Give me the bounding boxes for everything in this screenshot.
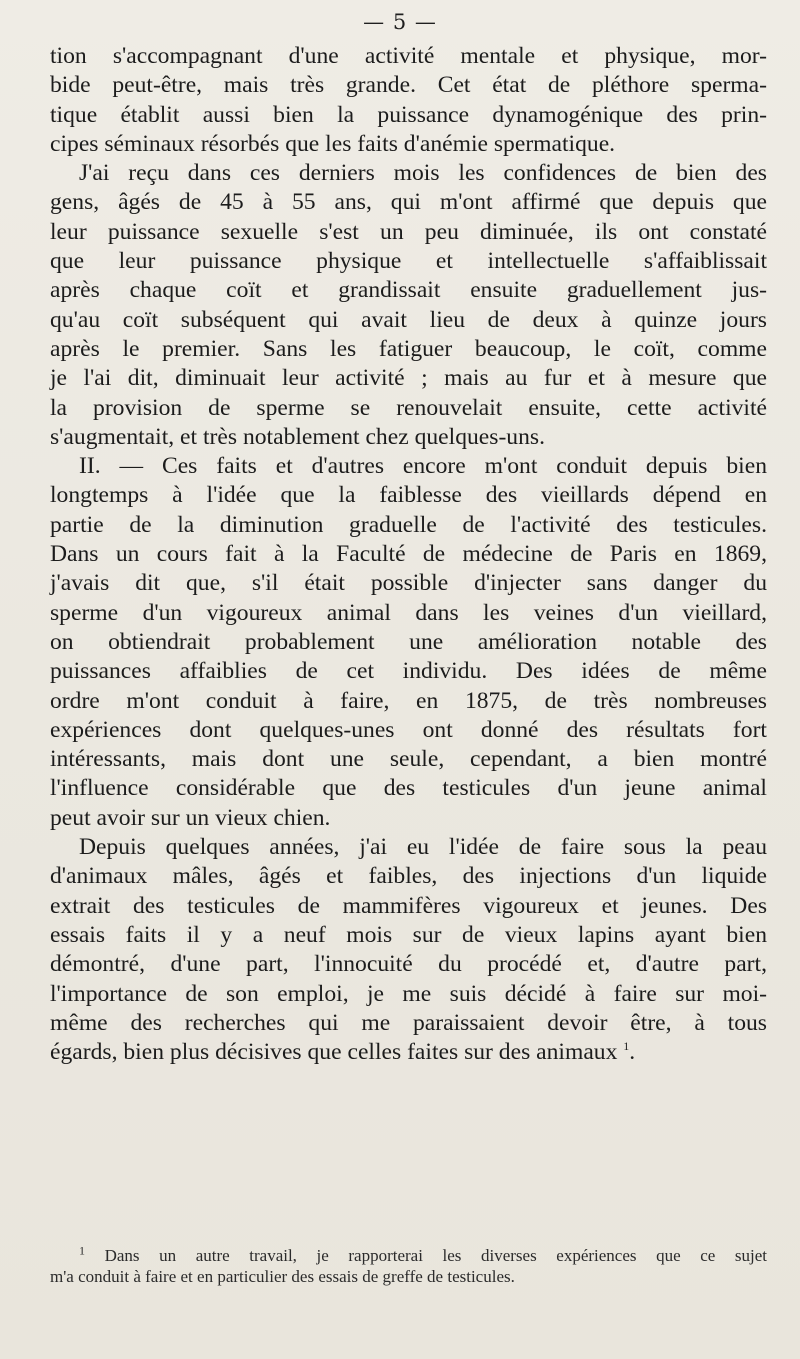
text-line: tion s'accompagnant d'une activité mentale et physique, mor- [50, 43, 767, 69]
body-text [50, 42, 767, 1067]
footnote-marker: 1 [79, 1243, 85, 1258]
text-line: s'augmentait, et très notablement chez quelques-uns. [50, 423, 545, 450]
text-line-content: égards, bien plus décisives que celles faites sur des animaux [50, 1039, 618, 1066]
footnote-text: Dans un autre travail, je rapporterai les diverses expériences que ce sujet [104, 1246, 768, 1265]
text-line [50, 1038, 767, 1067]
paragraph [50, 833, 767, 1067]
text-line: démontré, d'une part, l'innocuité du procédé et, d'autre part, [50, 951, 767, 978]
text-line: puissances affaiblies de cet individu. Des idées de même [50, 658, 767, 685]
text-line: sperme d'un vigoureux animal dans les veines d'un vieillard, [50, 599, 767, 626]
text-line: d'animaux mâles, âgés et faibles, des injections d'un liquide [50, 863, 767, 890]
text-line: intéressants, mais dont une seule, cependant, a bien montré [50, 746, 767, 773]
paragraph [50, 452, 767, 833]
text-line: après le premier. Sans les fatiguer beaucoup, le coït, comme [50, 335, 767, 362]
text-line: partie de la diminution graduelle de l'activité des testicules. [50, 511, 767, 538]
paragraph [50, 159, 767, 452]
text-line: l'importance de son emploi, je me suis décidé à faire sur moi- [50, 980, 767, 1007]
text-line: que leur puissance physique et intellectuelle s'affaiblissait [50, 248, 767, 275]
text-line: gens, âgés de 45 à 55 ans, qui m'ont affirmé que depuis que [50, 189, 767, 216]
footnote-reference: 1 [623, 1039, 630, 1054]
text-line: on obtiendrait probablement une amélioration notable des [50, 628, 767, 655]
text-line: extrait des testicules de mammifères vigoureux et jeunes. Des [50, 892, 767, 919]
text-line: Depuis quelques années, j'ai eu l'idée de faire sous la peau [79, 834, 767, 861]
text-line: l'influence considérable que des testicules d'un jeune animal [50, 775, 767, 802]
text-line: Dans un cours fait à la Faculté de médecine de Paris en 1869, [50, 541, 767, 568]
text-line: ordre m'ont conduit à faire, en 1875, de très nombreuses [50, 687, 767, 714]
text-line: II. — Ces faits et d'autres encore m'ont conduit depuis bien [79, 453, 767, 480]
text-line: même des recherches qui me paraissaient devoir être, à tous [50, 1009, 767, 1036]
text-line: je l'ai dit, diminuait leur activité ; mais au fur et à mesure que [50, 365, 767, 392]
text-line: cipes séminaux résorbés que les faits d'anémie spermatique. [50, 130, 616, 157]
text-line: expériences dont quelques-unes ont donné des résultats fort [50, 716, 767, 743]
text-line: après chaque coït et grandissait ensuite graduellement jus- [50, 277, 767, 304]
footnote-line [50, 1245, 767, 1266]
paragraph [50, 42, 767, 159]
sentence-end: . [629, 1039, 636, 1066]
text-line: j'avais dit que, s'il était possible d'injecter sans danger du [50, 570, 767, 597]
text-line: tique établit aussi bien la puissance dynamogénique des prin- [50, 101, 767, 128]
text-line: bide peut-être, mais très grande. Cet état de pléthore sperma- [50, 72, 767, 99]
footnote [50, 1245, 767, 1287]
page-number: — 5 — [363, 10, 437, 34]
text-line: leur puissance sexuelle s'est un peu diminuée, ils ont constaté [50, 218, 767, 245]
text-line: essais faits il y a neuf mois sur de vieux lapins ayant bien [50, 921, 767, 948]
footnote-line: m'a conduit à faire et en particulier des essais de greffe de testicules. [50, 1267, 515, 1286]
text-line: peut avoir sur un vieux chien. [50, 804, 331, 831]
text-line: longtemps à l'idée que la faiblesse des vieillards dépend en [50, 482, 767, 509]
text-line: la provision de sperme se renouvelait ensuite, cette activité [50, 394, 767, 421]
text-line: J'ai reçu dans ces derniers mois les confidences de bien des [79, 160, 767, 187]
text-line: qu'au coït subséquent qui avait lieu de deux à quinze jours [50, 306, 767, 333]
